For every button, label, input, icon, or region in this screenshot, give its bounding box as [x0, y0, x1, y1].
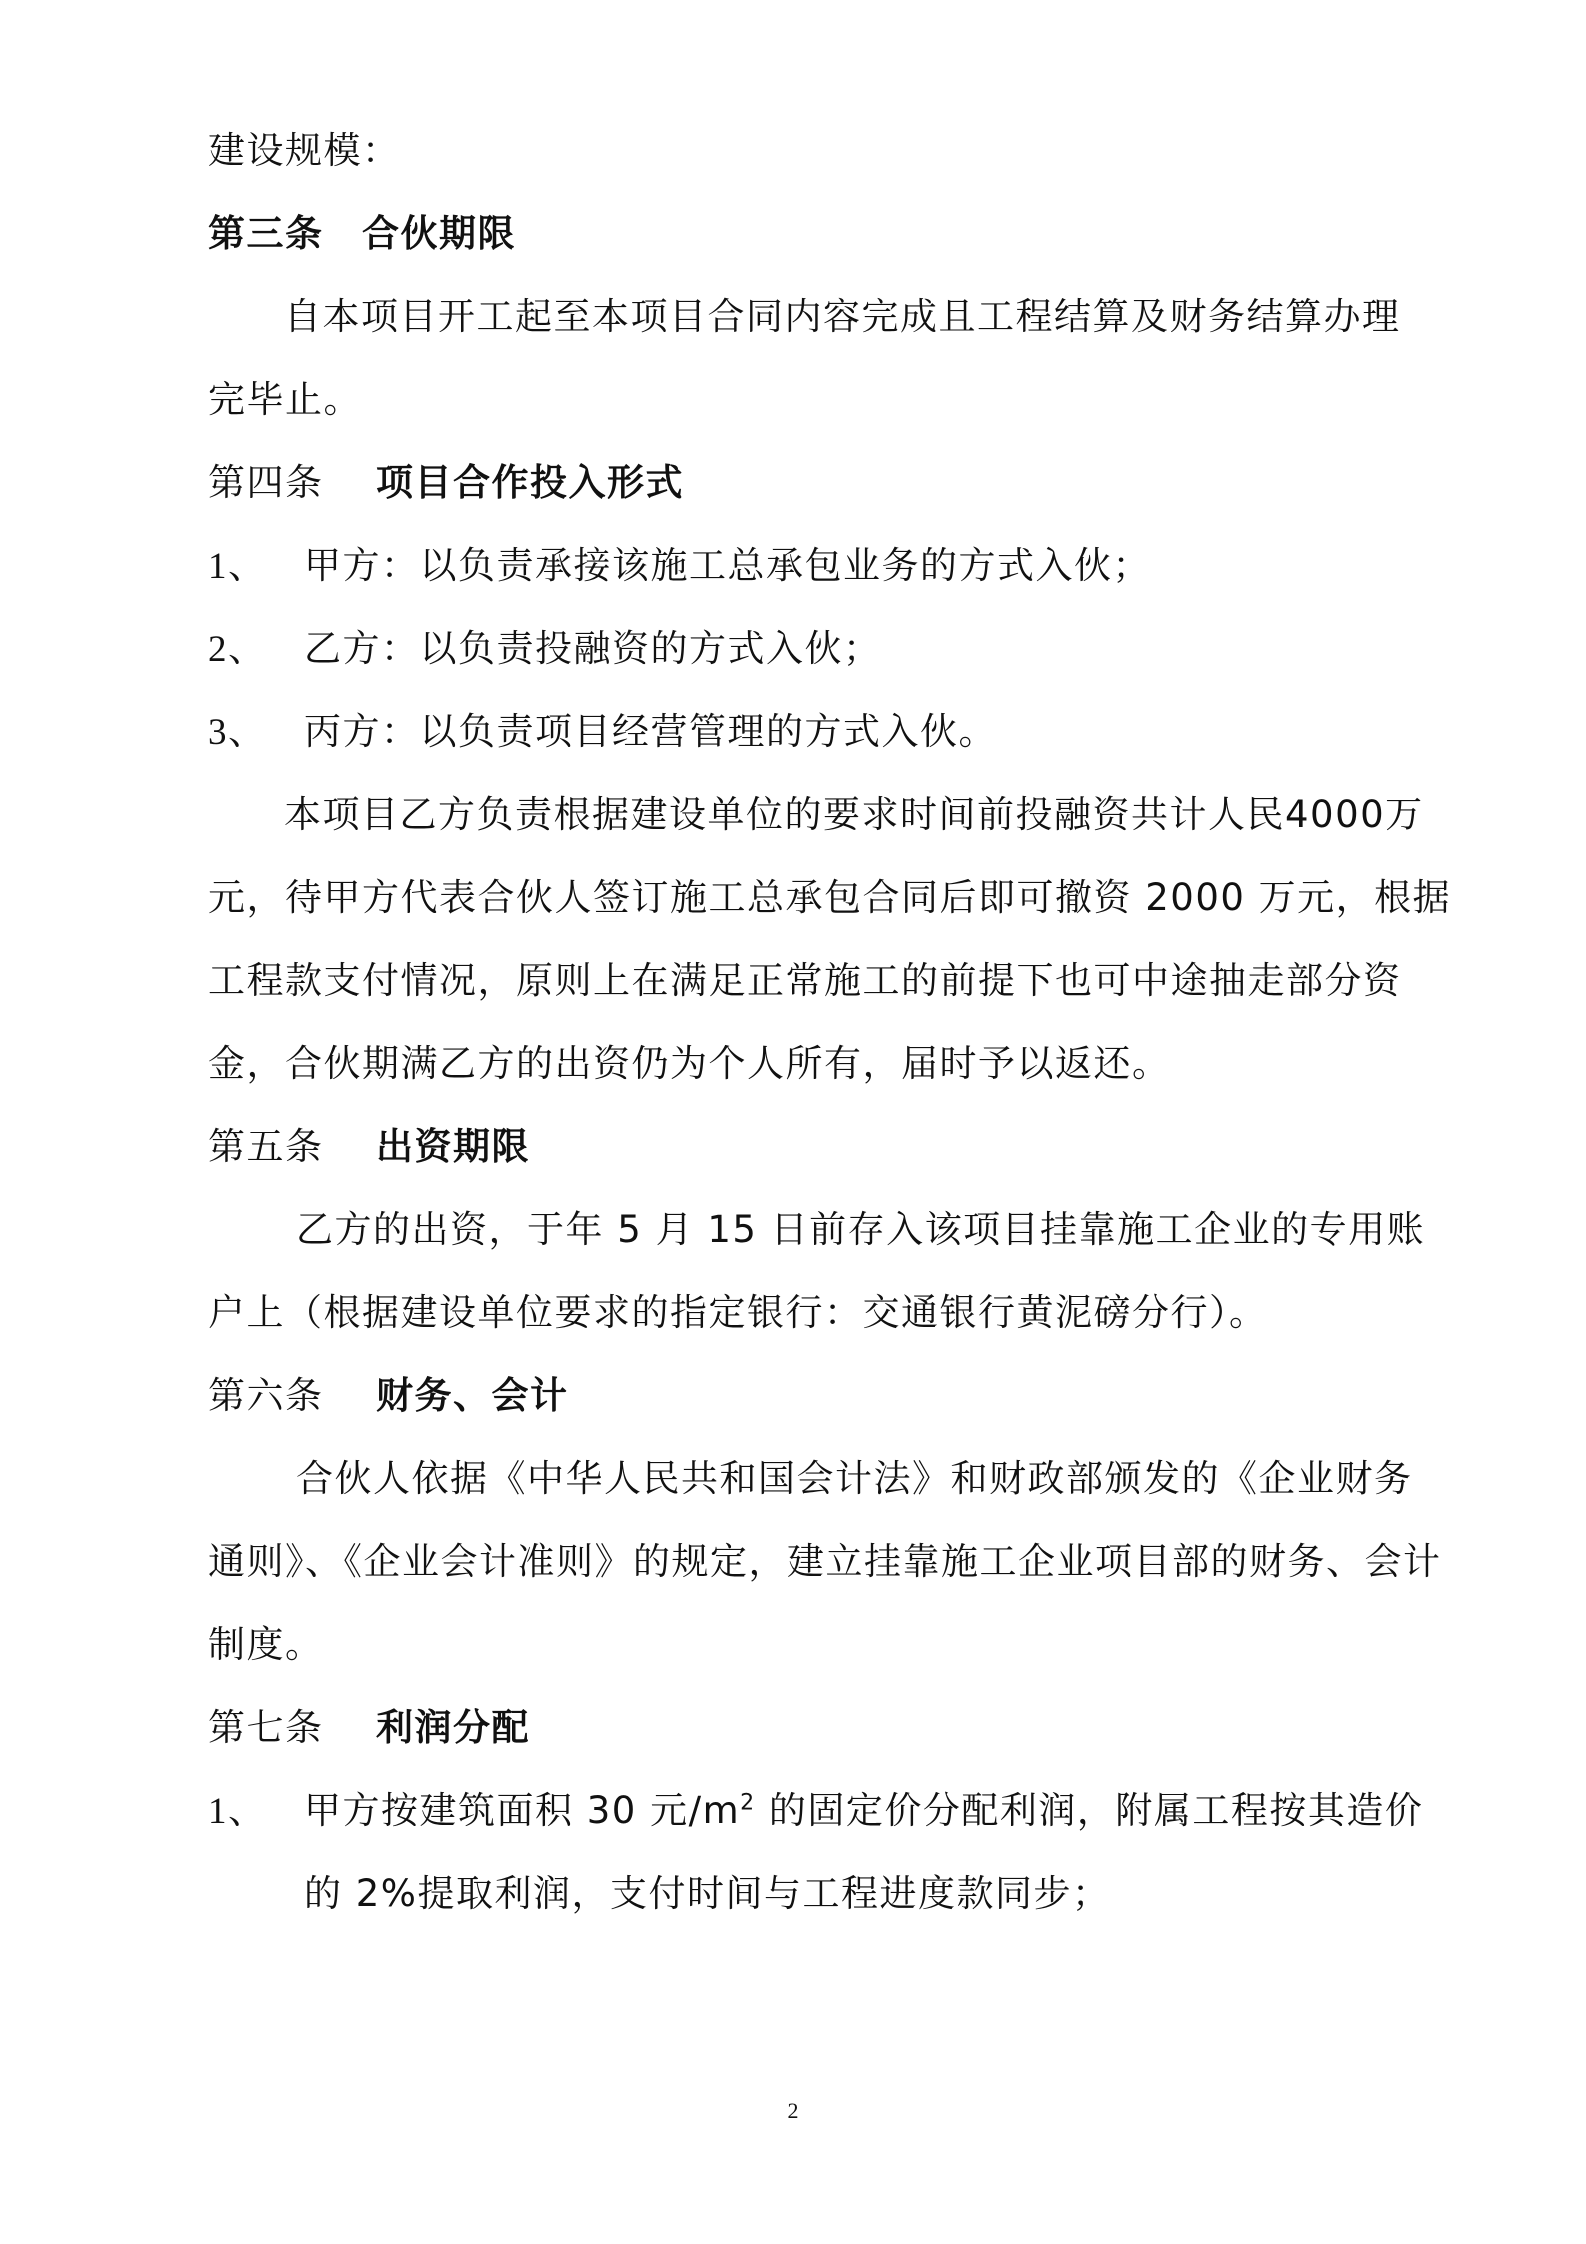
article-4-label: 第四条	[208, 463, 324, 504]
article-7-heading	[208, 1703, 530, 1754]
article-6-paragraph-line-2: 通则》、《企业会计准则》的规定，建立挂靠施工企业项目部的财务、会计	[208, 1540, 1442, 1583]
article-7-label: 第七条	[208, 1708, 324, 1749]
list-number: 2、	[208, 629, 267, 670]
article-6-heading	[208, 1371, 569, 1422]
article-7-title: 利润分配	[376, 1706, 530, 1749]
list-text-part-1: 甲方按建筑面积 30 元/m	[304, 1789, 741, 1832]
list-number: 1、	[208, 546, 267, 587]
article-5-label: 第五条	[208, 1127, 324, 1168]
article-5-heading	[208, 1122, 530, 1173]
article-5-title: 出资期限	[376, 1125, 530, 1168]
article-4-paragraph-line-4: 金，合伙期满乙方的出资仍为个人所有，届时予以返还。	[208, 1042, 1171, 1085]
article-6-title: 财务、会计	[376, 1374, 569, 1417]
list-text: 丙方：以负责项目经营管理的方式入伙。	[304, 710, 997, 753]
article-4-paragraph-line-2: 元，待甲方代表合伙人签订施工总承包合同后即可撤资 2000 万元，根据	[208, 876, 1452, 919]
list-number: 3、	[208, 712, 267, 753]
article-3-label: 第三条	[208, 212, 324, 255]
list-text: 乙方：以负责投融资的方式入伙；	[304, 627, 882, 670]
article-3-paragraph-line-1: 自本项目开工起至本项目合同内容完成且工程结算及财务结算办理	[284, 295, 1401, 338]
article-5-paragraph-line-1: 乙方的出资，于年 5 月 15 日前存入该项目挂靠施工企业的专用账	[296, 1208, 1426, 1251]
text-line-construction-scale: 建设规模：	[208, 129, 401, 172]
list-text-part-2: 的固定价分配利润，附属工程按其造价	[755, 1789, 1424, 1832]
list-item	[208, 624, 882, 675]
article-6-paragraph-line-3: 制度。	[208, 1623, 324, 1666]
article-3-paragraph-line-2: 完毕止。	[208, 378, 362, 421]
list-number: 1、	[208, 1791, 267, 1832]
article-4-heading	[208, 458, 684, 509]
article-4-paragraph-line-3: 工程款支付情况，原则上在满足正常施工的前提下也可中途抽走部分资	[208, 959, 1402, 1002]
article-6-paragraph-line-1: 合伙人依据《中华人民共和国会计法》和财政部颁发的《企业财务	[296, 1457, 1413, 1500]
article-3-heading	[208, 209, 516, 259]
article-3-title: 合伙期限	[362, 212, 516, 255]
list-item	[208, 707, 997, 758]
article-4-paragraph-line-1: 本项目乙方负责根据建设单位的要求时间前投融资共计人民4000万	[284, 793, 1424, 836]
article-6-label: 第六条	[208, 1376, 324, 1417]
list-item	[208, 1786, 1423, 1837]
list-item-continuation: 的 2%提取利润，支付时间与工程进度款同步；	[304, 1872, 1111, 1915]
list-text: 甲方：以负责承接该施工总承包业务的方式入伙；	[304, 544, 1151, 587]
article-5-paragraph-line-2: 户上（根据建设单位要求的指定银行：交通银行黄泥磅分行）。	[208, 1291, 1268, 1334]
list-item	[208, 541, 1151, 592]
page-number: 2	[787, 2098, 799, 2123]
superscript-2: 2	[740, 1790, 756, 1816]
article-4-title: 项目合作投入形式	[376, 461, 684, 504]
